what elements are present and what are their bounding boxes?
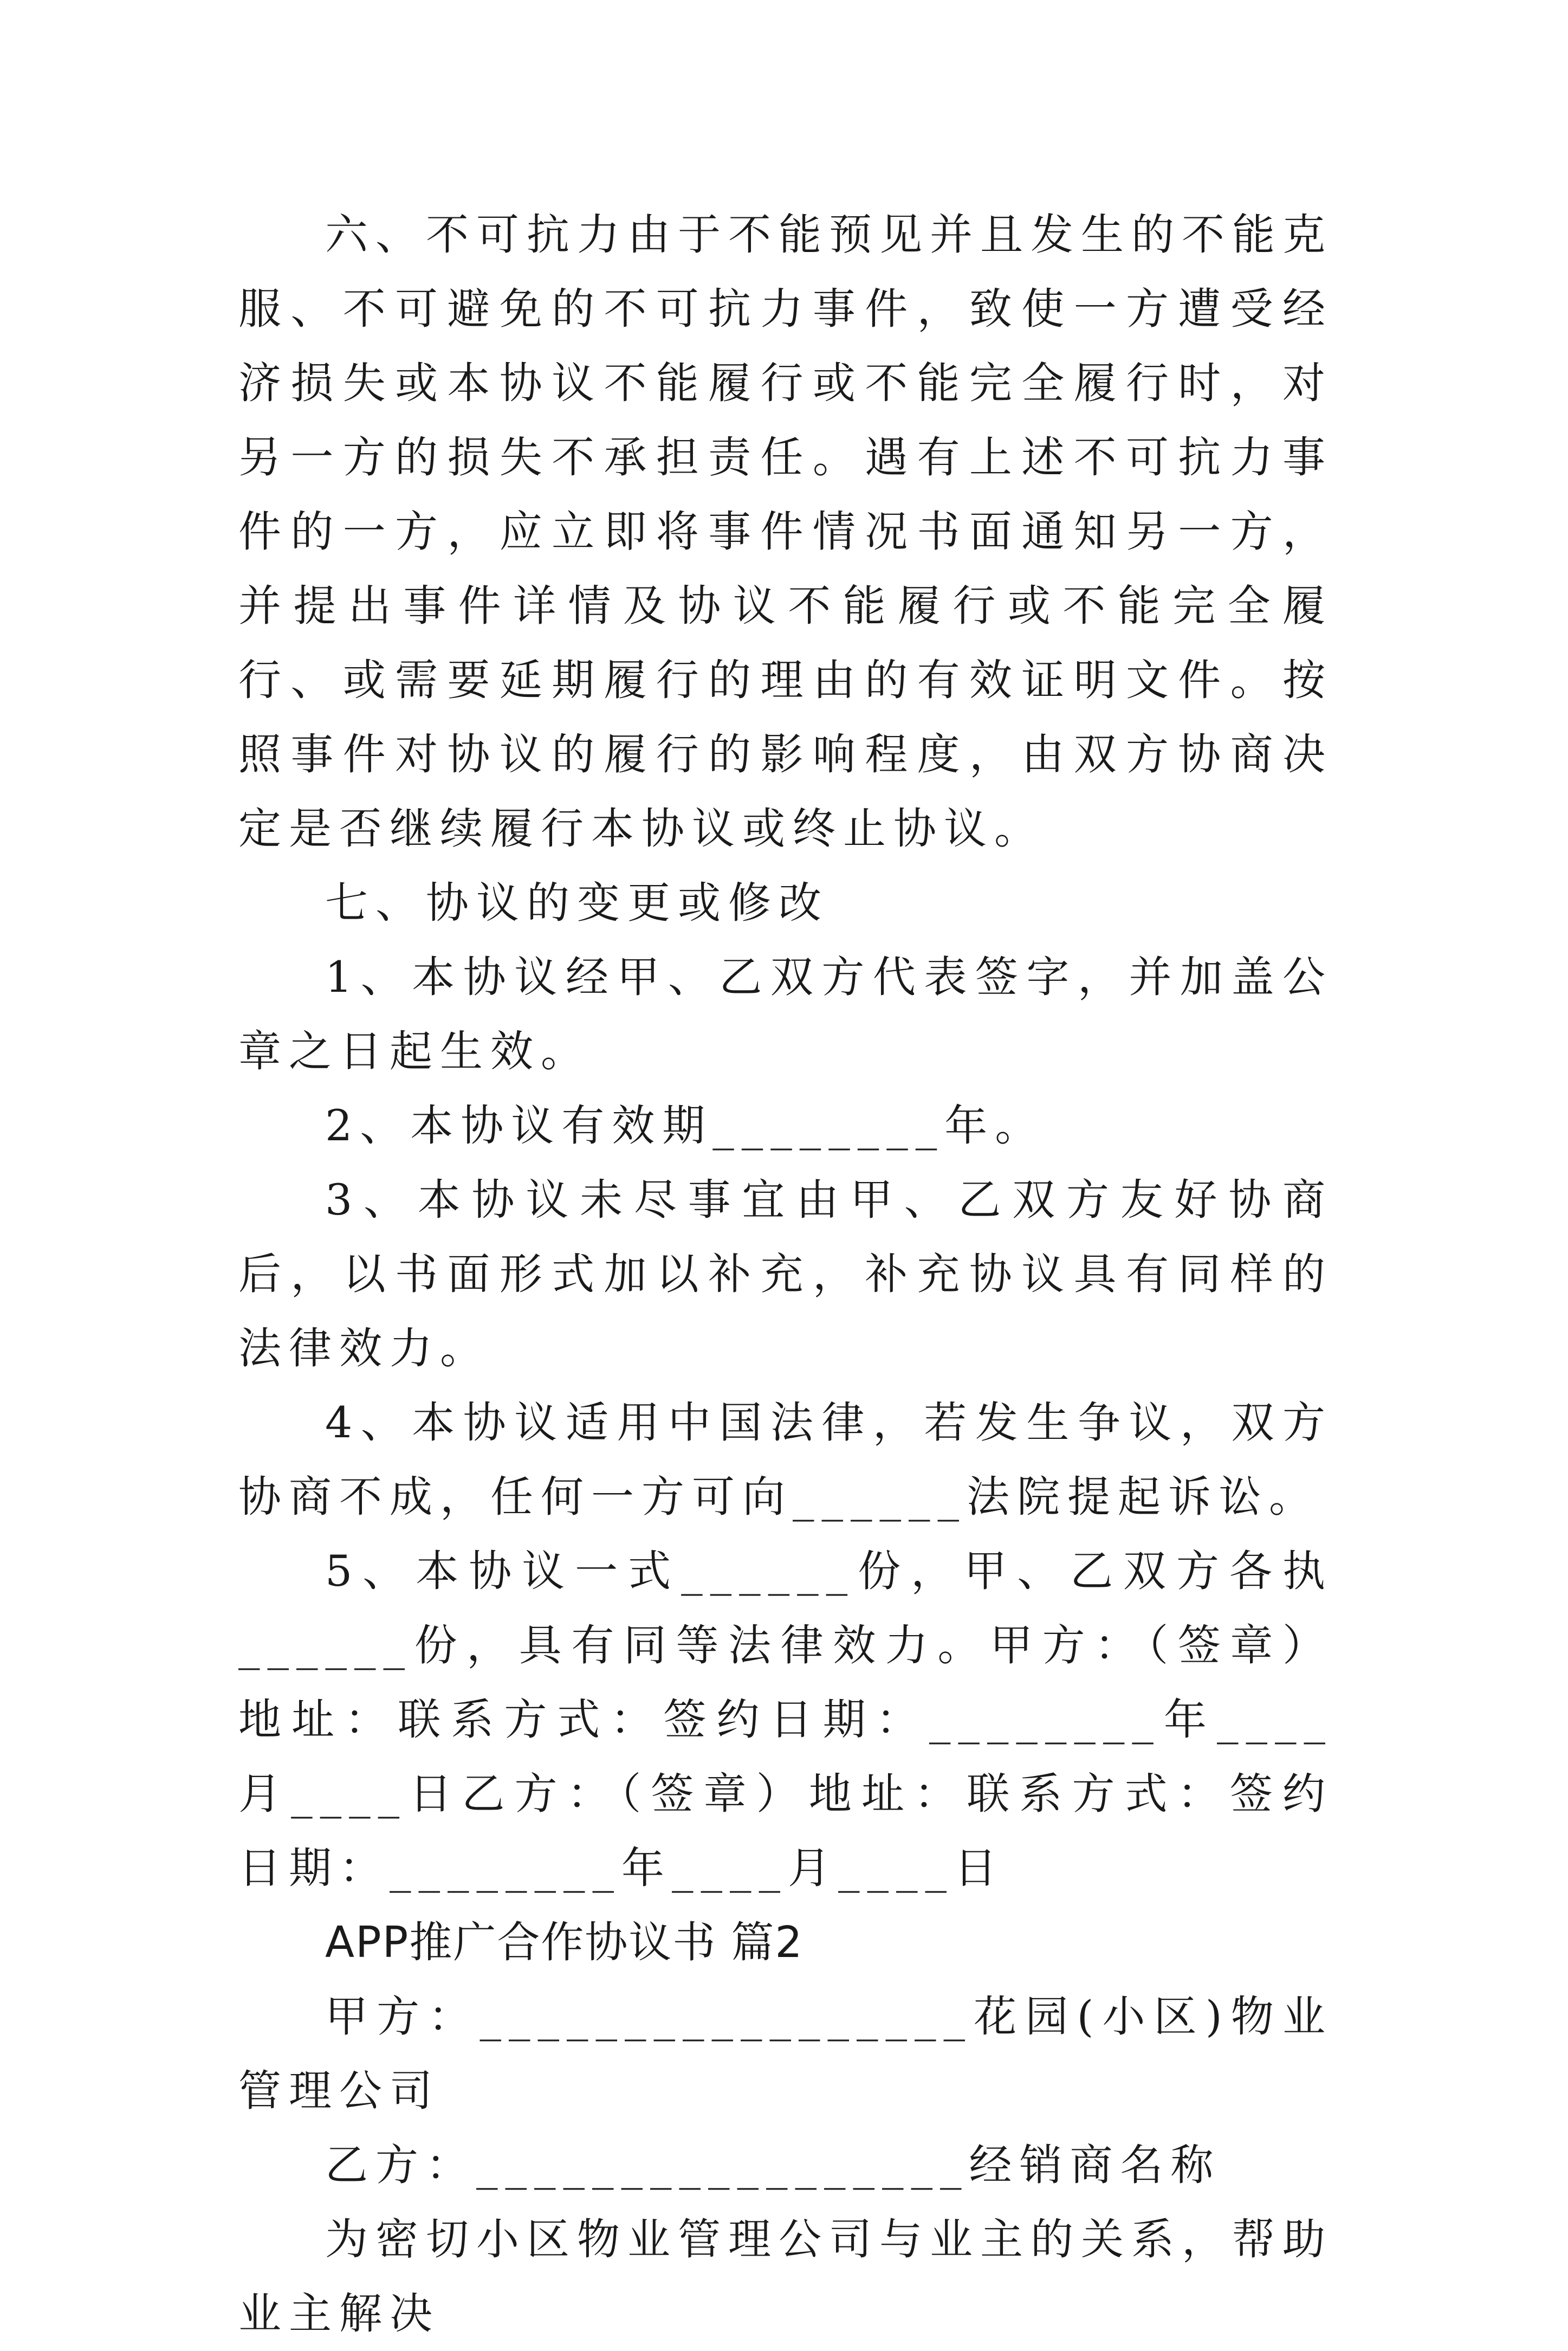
clause-governing-law: 4、本协议适用中国法律，若发生争议，双方协商不成，任何一方可向______法院提起诉讼。 <box>238 1398 1333 1522</box>
party-b-line: 乙方：_________________经销商名称 <box>325 2140 1221 2190</box>
clause-supplement: 3、本协议未尽事宜由甲、乙双方友好协商后，以书面形式加以补充，补充协议具有同样的法律效力。 <box>238 1175 1333 1373</box>
clause-validity-period: 2、本协议有效期________年。 <box>325 1101 1046 1151</box>
party-a-line: 甲方：_________________花园(小区)物业管理公司 <box>238 1992 1333 2116</box>
document-body <box>238 198 1333 2351</box>
clause-amendment-heading: 七、协议的变更或修改 <box>325 878 829 928</box>
preamble-paragraph: 为密切小区物业管理公司与业主的关系，帮助业主解决 <box>238 2214 1333 2339</box>
clause-effective: 1、本协议经甲、乙双方代表签字，并加盖公章之日起生效。 <box>238 952 1333 1076</box>
section-title: APP推广合作协议书 篇2 <box>325 1917 804 1967</box>
clause-force-majeure: 六、不可抗力由于不能预见并且发生的不能克服、不可避免的不可抗力事件，致使一方遭受经济损失或本协议不能履行或不能完全履行时，对另一方的损失不承担责任。遇有上述不可抗力事件的一方，应立即将事件情况书面通知另一方，并提出事件详情及协议不能履行或不能完全履行、或需要延期履行的理由的有效证明文件。按照事件对协议的履行的影响程度，由双方协商决定是否继续履行本协议或终止协议。 <box>238 210 1333 854</box>
clause-copies-signatures: 5、本协议一式______份，甲、乙双方各执______份，具有同等法律效力。甲方：（签章）地址：联系方式：签约日期：________年____月____日乙方：（签章）地址：联系方式：签约日期：________年____月____日 <box>238 1546 1333 1893</box>
